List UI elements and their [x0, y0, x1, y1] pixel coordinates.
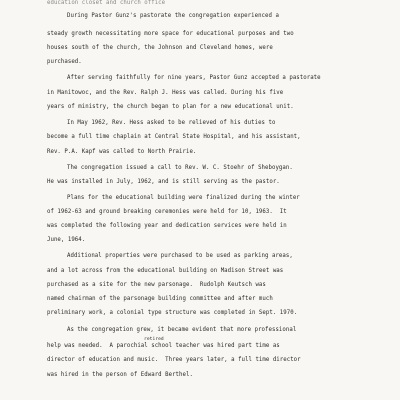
text-line: preliminary work, a colonial type structure was completed in Sept. 1970.	[47, 310, 298, 316]
text-line: purchased.	[47, 59, 82, 65]
text-line: become a full time chaplain at Central State Hospital, and his assistant,	[47, 134, 301, 140]
text-line: He was installed in July, 1962, and is still serving as the pastor.	[47, 179, 280, 185]
text-line: help was needed. A parochial school teacher was hired part time as	[47, 343, 280, 349]
text-line: of 1962-63 and ground breaking ceremonies were held for 10, 1963. It	[47, 209, 287, 215]
text-line: steady growth necessitating more space for educational purposes and two	[47, 31, 294, 37]
cut-off-line: education closet and church office	[47, 0, 166, 6]
text-line: Plans for the educational building were finalized during the winter	[67, 195, 300, 201]
text-line: and a lot across from the educational building on Madison Street was	[47, 268, 284, 274]
text-line: houses south of the church, the Johnson and Cleveland homes, were	[47, 45, 273, 51]
text-line: The congregation issued a call to Rev. W. C. Stoehr of Sheboygan.	[67, 165, 293, 171]
text-line: named chairman of the parsonage building committee and after much	[47, 296, 273, 302]
text-line: During Pastor Gunz's pastorate the congregation experienced a	[67, 13, 279, 19]
text-line: After serving faithfully for nine years, Pastor Gunz accepted a pastorate	[67, 75, 321, 81]
handwritten-insertion: retired	[144, 337, 164, 342]
text-line: was completed the following year and dedication services were held in	[47, 223, 287, 229]
text-line: Rev. P.A. Kapf was called to North Prairie.	[47, 149, 197, 155]
text-line: years of ministry, the church began to plan for a new educational unit.	[47, 104, 294, 110]
text-line: director of education and music. Three years later, a full time director	[47, 357, 301, 363]
text-line: purchased as a site for the new parsonage. Rudolph Keutsch was	[47, 282, 266, 288]
text-line: As the congregation grew, it became evident that more professional	[67, 327, 297, 333]
text-line: In May 1962, Rev. Hess asked to be relieved of his duties to	[67, 120, 276, 126]
text-line: was hired in the person of Edward Berthel.	[47, 372, 193, 378]
text-line: in Manitowoc, and the Rev. Ralph J. Hess was called. During his five	[47, 90, 284, 96]
text-line: Additional properties were purchased to be used as parking areas,	[67, 253, 293, 259]
text-line: June, 1964.	[47, 237, 86, 243]
